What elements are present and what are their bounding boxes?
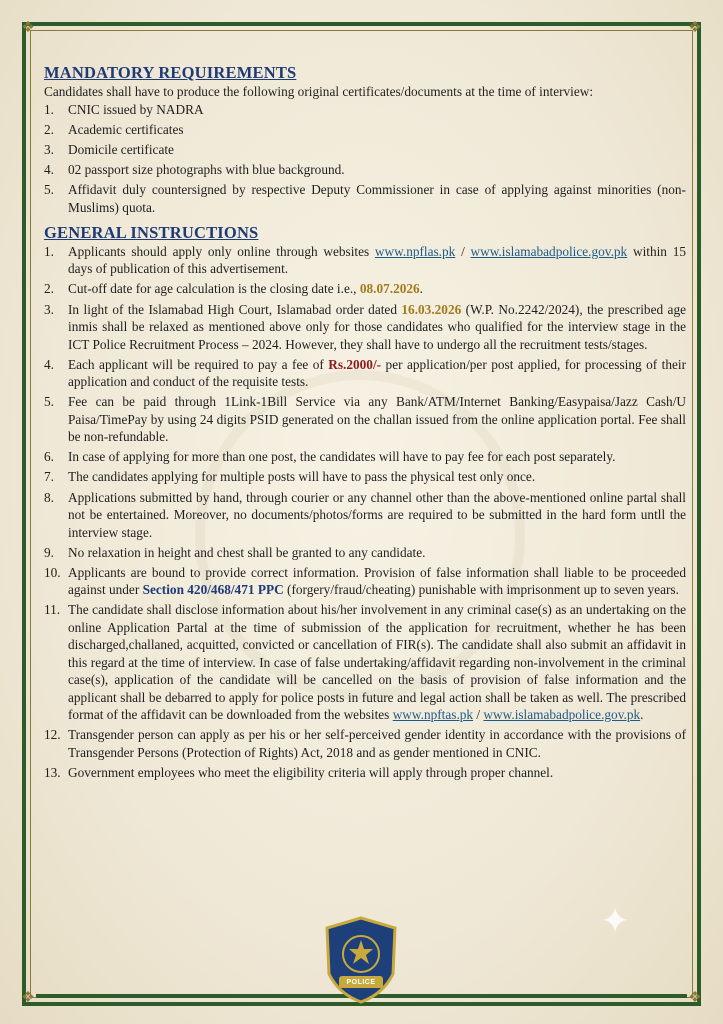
list-item: 4. 02 passport size photographs with blue background. <box>44 162 345 178</box>
list-item: 1. Applicants should apply only online through websites www.npflas.pk / www.islamabadpolice.gov.pk within 15 days of publication of this advertisement. <box>44 243 687 277</box>
list-item: 1. CNIC issued by NADRA <box>44 102 204 117</box>
list-item: 8. Applications submitted by hand, through courier or any channel other than the above-mentioned online partal shall not be entertained. Moreover, no documents/photos/forms are required to be submitted in the hard form untll the interview stage. <box>44 489 686 540</box>
list-item: 9. No relaxation in height and chest shall be granted to any candidate. <box>44 544 426 560</box>
general-list <box>40 243 686 782</box>
list-item: 2. Academic certificates <box>44 122 184 138</box>
list-item: 2. Cut-off date for age calculation is the closing date i.e., 08.07.2026. <box>44 281 423 297</box>
list-item: 5. Fee can be paid through 1Link-1Bill Service via any Bank/ATM/Internet Banking/Easypaisa/Jazz Cash/U Paisa/TimePay by using 24 digits PSID generated on the challan issued from the online application portal. Fee shall be non-refundable. <box>44 394 686 445</box>
islamabadpolice-link[interactable]: www.islamabadpolice.gov.pk <box>470 243 628 259</box>
list-item: 12. Transgender person can apply as per his or her self-perceived gender identity in accordance with the provisions of Transgender Persons (Protection of Rights) Act, 2018 and as gender mentioned in CNIC. <box>44 727 686 760</box>
fee-amount: Rs.2000/- <box>328 356 382 372</box>
corner-ornament-icon: ❖ <box>688 20 702 36</box>
corner-ornament-icon: ❖ <box>688 990 702 1006</box>
npftas-link[interactable]: www.npftas.pk <box>392 707 474 723</box>
list-item: 11. The candidate shall disclose information about his/her involvement in any criminal case(s) as an undertaking on the online Application Partal at the time of submission of the application for recruitment, whether he has been discharged,challaned, acquitted, convicted or cancellation of FIR(s). The candidate shall also submit an affidavit in this regard at the time of interview. In case of false undertaking/affidavit regarding non-involvement in the criminal case(s), application of the candidate will be cancelled on the basis of provision of false information and the applicant shall be debarred to apply for police posts in future and legal action shall be taken as well. The prescribed format of the affidavit can be downloaded from the websites www.npftas.pk / www.islamabadpolice.gov.pk. <box>44 602 686 723</box>
corner-ornament-icon: ❖ <box>21 20 35 36</box>
court-order-date: 16.03.2026 <box>401 301 462 317</box>
general-instructions-heading: GENERAL INSTRUCTIONS <box>44 223 259 243</box>
mandatory-intro: Candidates shall have to produce the following original certificates/documents at the time of interview: <box>44 83 594 99</box>
police-badge-icon <box>323 916 399 1004</box>
list-item: 4. Each applicant will be required to pay a fee of Rs.2000/- per application/per post applied, for processing of their application and conduct of the requisite tests. <box>44 356 686 390</box>
list-item: 3. Domicile certificate <box>44 142 174 158</box>
corner-ornament-icon: ❖ <box>21 990 35 1006</box>
list-item: 3. In light of the Islamabad High Court, Islamabad order dated 16.03.2026 (W.P. No.2242/2024), the prescribed age inmis shall be relaxed as mentioned above only for those candidates who qualified for the interview stage in the ICT Police Recruitment Process – 2024. However, they shall have to undergo all the recruitment tests/stages. <box>44 301 687 352</box>
list-item: 6. In case of applying for more than one post, the candidates will have to pay fee for each post separately. <box>44 449 616 465</box>
closing-date: 08.07.2026 <box>359 281 420 297</box>
badge-label: POLICE <box>346 979 376 986</box>
islamabadpolice-link[interactable]: www.islamabadpolice.gov.pk <box>483 707 641 723</box>
mandatory-requirements-heading: MANDATORY REQUIREMENTS <box>44 63 297 82</box>
list-item: 10. Applicants are bound to provide correct information. Provision of false information shall liable to be proceeded against under Section 420/468/471 PPC (forgery/fraud/cheating) punishable with imprisonment up to seven years. <box>44 564 686 598</box>
list-item: 13. Government employees who meet the eligibility criteria will apply through proper channel. <box>44 765 554 780</box>
document-body <box>40 58 686 784</box>
sparkle-icon: ✦ <box>600 901 631 941</box>
npflas-link[interactable]: www.npflas.pk <box>374 243 456 259</box>
ppc-section: Section 420/468/471 PPC <box>142 582 284 598</box>
mandatory-list <box>40 101 686 216</box>
list-item: 7. The candidates applying for multiple posts will have to pass the physical test only once. <box>44 469 536 485</box>
list-item: 5. Affidavit duly countersigned by respective Deputy Commissioner in case of applying against minorities (non-Muslims) quota. <box>44 182 686 215</box>
